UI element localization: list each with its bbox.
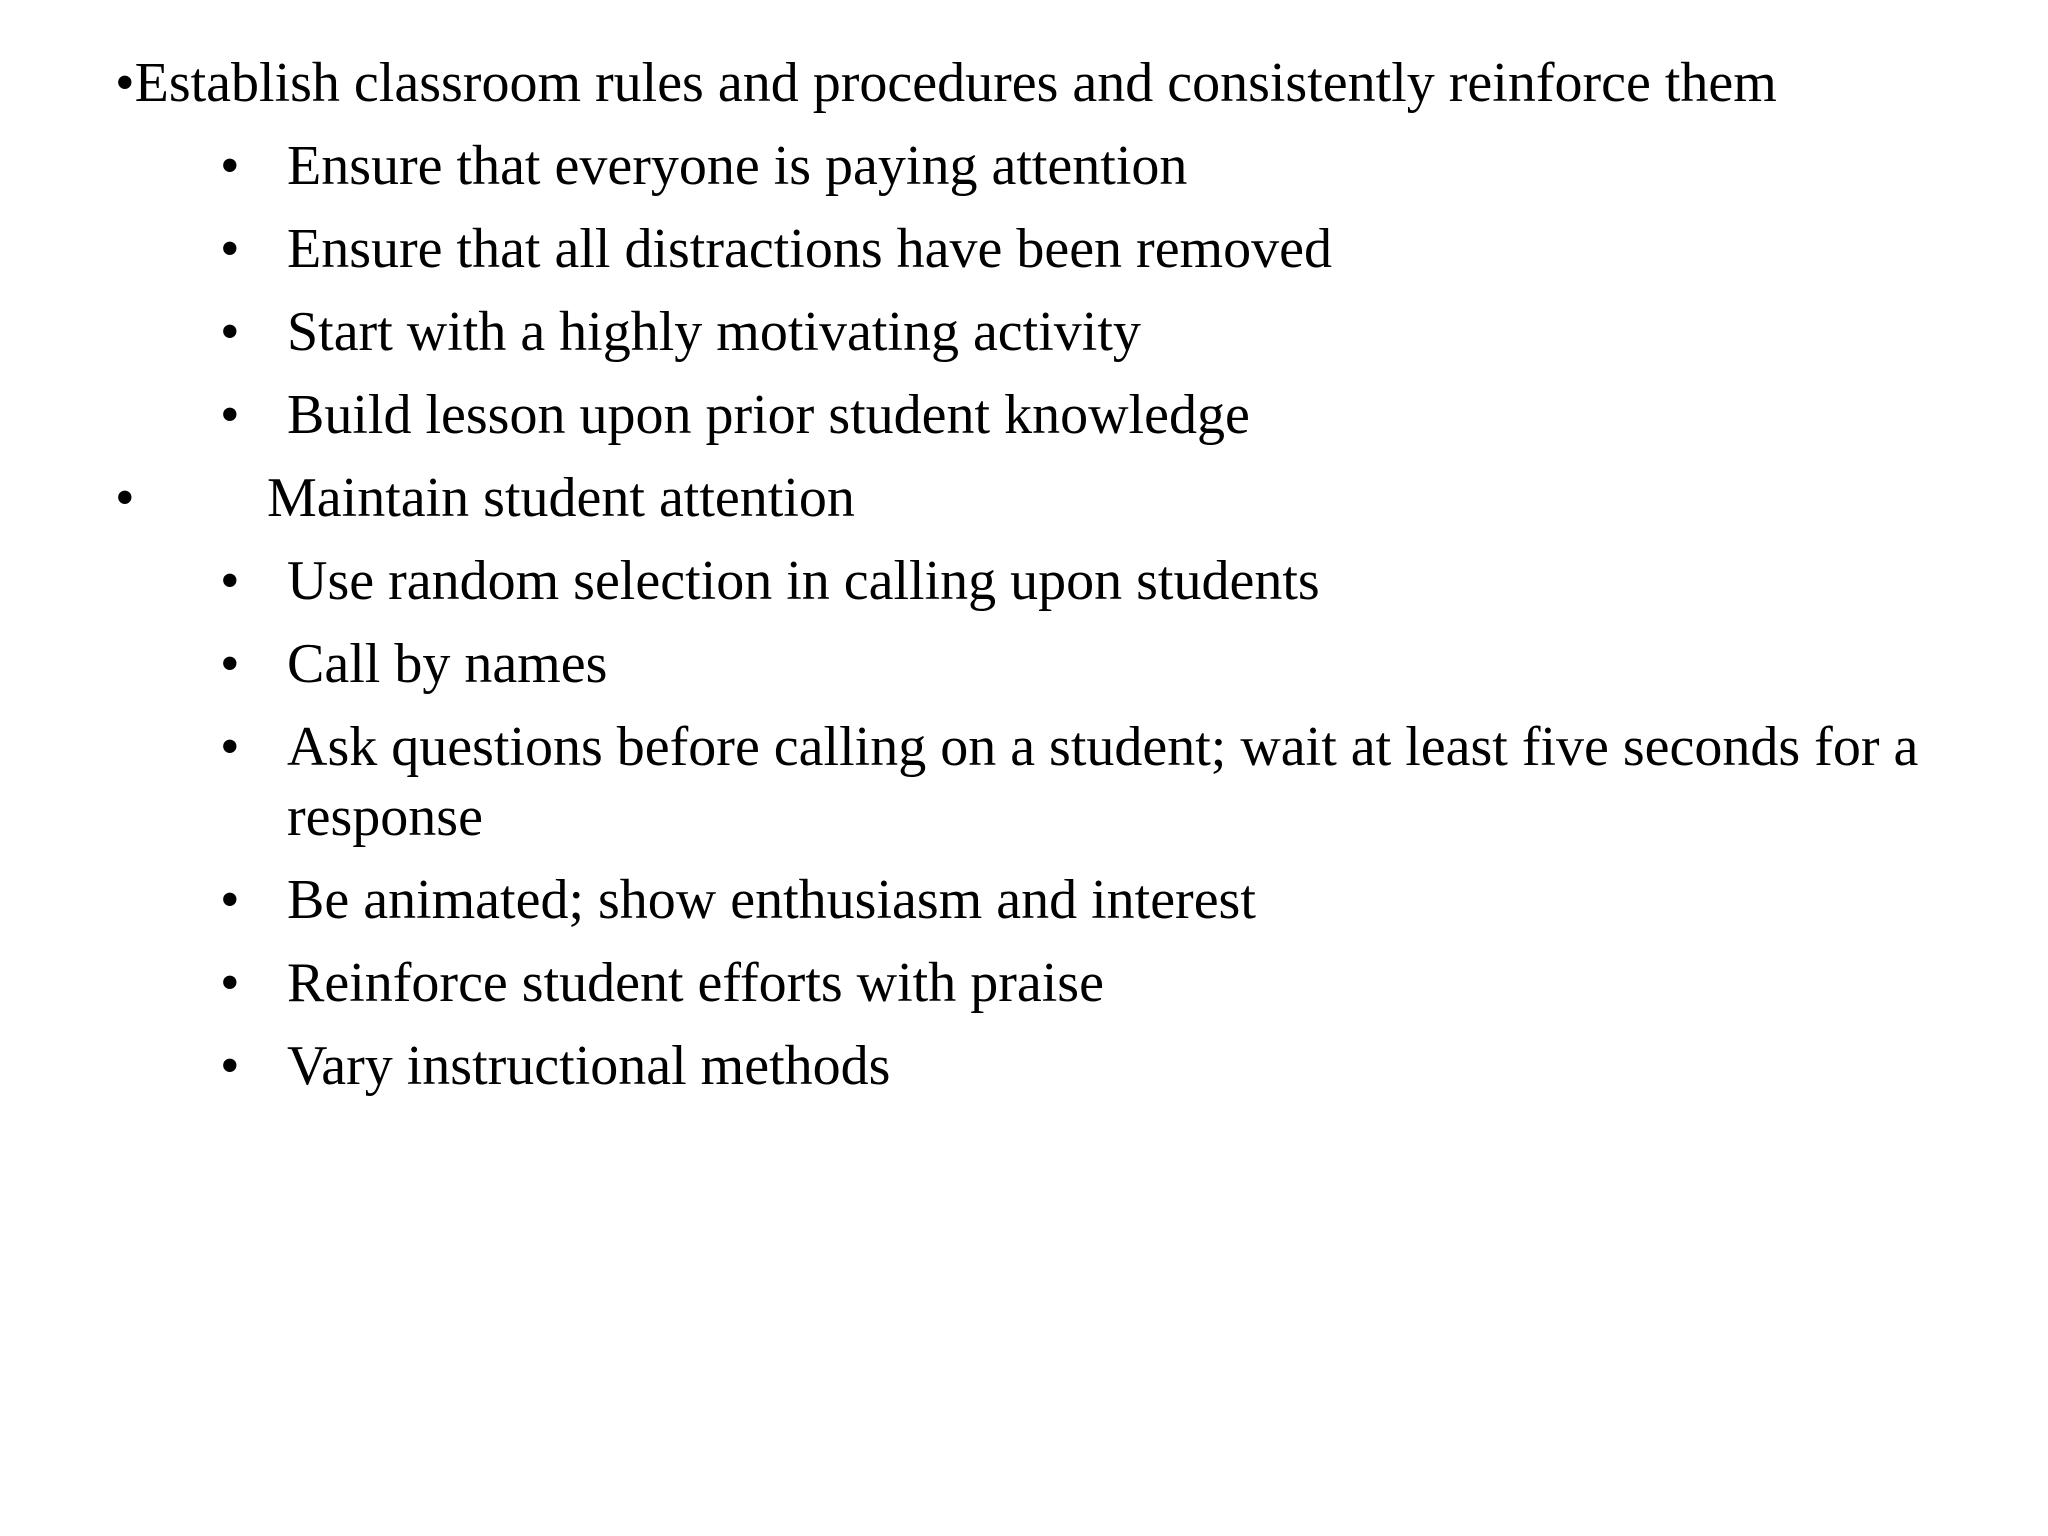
list-item-text: Reinforce student efforts with praise (287, 952, 1104, 1014)
bullet-icon: • (220, 384, 240, 446)
list-item-text: Establish classroom rules and procedures and consistently reinforce them (134, 52, 1777, 114)
list-item-text: Build lesson upon prior student knowledge (287, 384, 1250, 446)
list-item-establish-rules (115, 48, 1777, 118)
bullet-icon: • (220, 301, 240, 363)
list-item-text: Be animated; show enthusiasm and interest (287, 869, 1256, 931)
bullet-icon: • (220, 218, 240, 280)
list-item-text: Use random selection in calling upon students (287, 550, 1320, 612)
list-item-text: Ask questions before calling on a student; wait at least five seconds for a response (287, 716, 1919, 848)
bullet-icon: • (220, 550, 240, 612)
bullet-icon: • (220, 869, 240, 931)
list-item-text: Ensure that everyone is paying attention (287, 135, 1188, 197)
list-item-text: Start with a highly motivating activity (287, 301, 1141, 363)
bullet-icon: • (220, 135, 240, 197)
bullet-icon: • (220, 716, 240, 778)
bullet-icon: • (115, 52, 135, 114)
bullet-icon: • (220, 1035, 240, 1097)
bullet-icon: • (115, 467, 135, 529)
list-item-text: Vary instructional methods (287, 1035, 891, 1097)
bullet-icon: • (220, 633, 240, 695)
list-item-text: Call by names (287, 633, 608, 695)
bullet-icon: • (220, 952, 240, 1014)
list-item-text: Maintain student attention (267, 467, 855, 529)
list-item-text: Ensure that all distractions have been removed (287, 218, 1332, 280)
